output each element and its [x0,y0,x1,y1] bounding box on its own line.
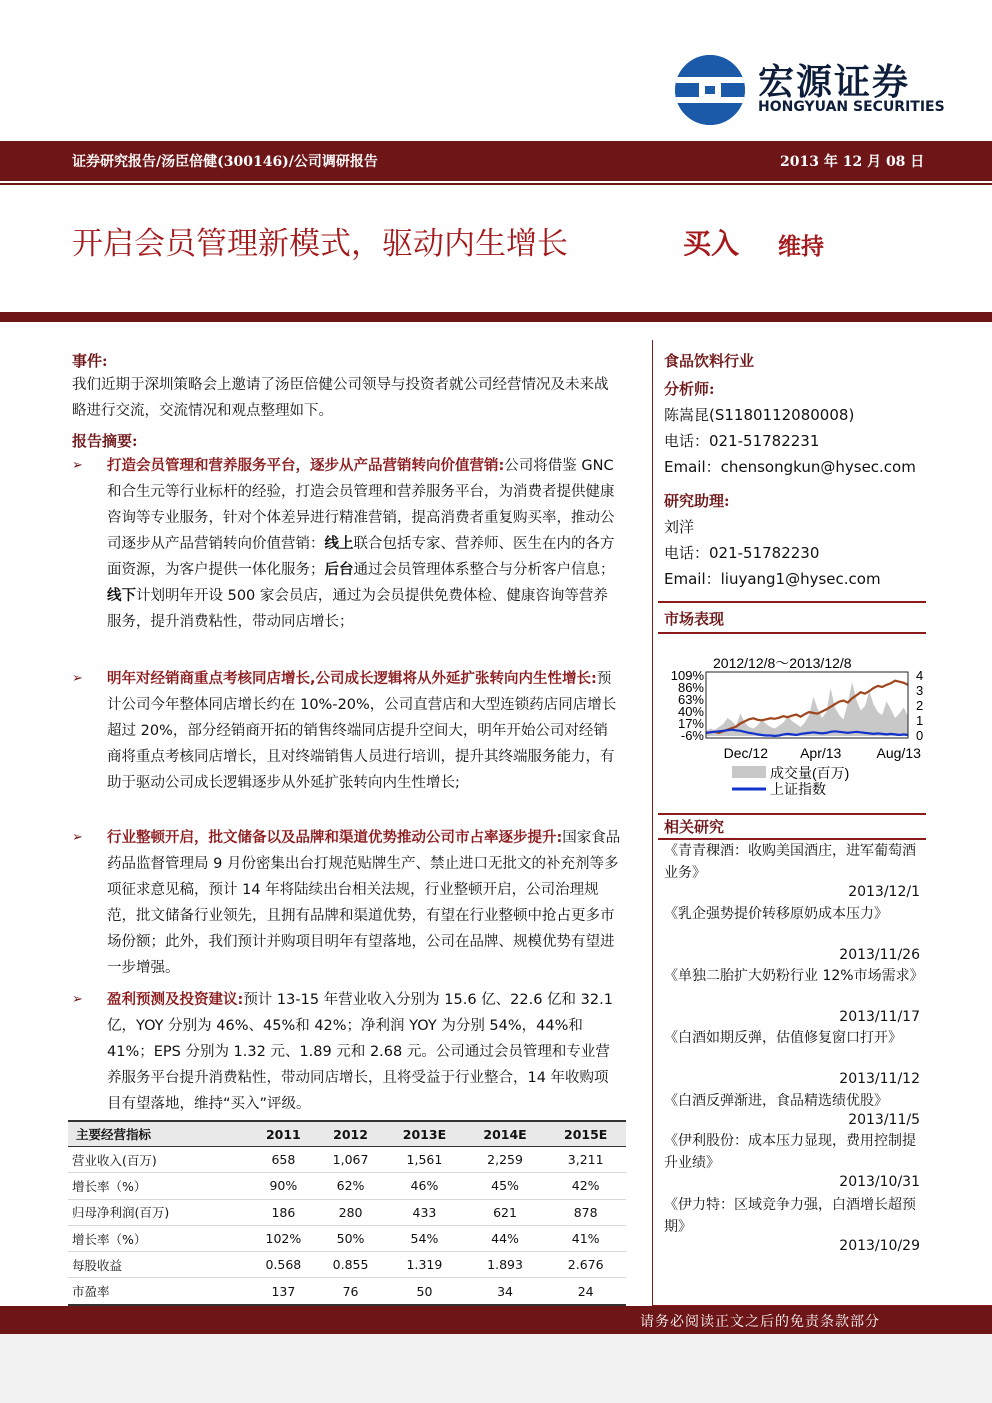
analyst-name: 陈嵩昆(S1180112080008) [664,406,855,424]
assistant-name: 刘洋 [664,518,695,536]
table-cell: 280 [317,1199,384,1225]
related-report-title[interactable]: 《伊力特：区域竞争力强，白酒增长超预期》 [664,1197,916,1235]
sidebar-border [652,340,653,1305]
summary-point-2-text: 预计公司今年整体同店增长约在 10%-20%，公司直营店和大型连锁药店同店增长超过 20%，部分经销商开拓的销售终端同店提升空间大，明年开始公司对经销商将重点考核同店增长，且对终端销售人员进行培训，提升其终端服务能力，有助于驱动公司成长逻辑逐步从外延扩张转向内生性增长; [107,671,617,791]
bullet-icon: ➢ [72,671,83,686]
table-cell: 621 [465,1199,546,1225]
table-cell: 76 [317,1278,384,1305]
related-report-date: 2013/11/5 [848,1112,920,1128]
table-row [68,1199,626,1225]
table-cell: 1,067 [317,1147,384,1173]
summary-point-3 [107,825,622,981]
disclaimer-notice[interactable]: 请务必阅读正文之后的免责条款部分 [640,1314,880,1330]
table-cell: 1.319 [384,1252,465,1278]
table-cell: 0.568 [250,1252,317,1278]
company-name-en: HONGYUAN SECURITIES [758,99,945,115]
divider [658,813,926,815]
analyst-email[interactable]: Email：chensongkun@hysec.com [664,458,916,476]
table-cell: 每股收益 [68,1252,250,1278]
keyword-online: 线上 [324,536,354,552]
table-cell: 658 [250,1147,317,1173]
related-report-title[interactable]: 《白酒反弹渐进，食品精选绩优股》 [664,1093,888,1109]
related-report-title[interactable]: 《乳企强势提价转移原奶成本压力》 [664,906,888,922]
footer-area [0,1334,992,1403]
divider [658,632,926,634]
market-performance-chart [656,652,936,802]
analyst-label: 分析师: [664,380,715,398]
table-header: 2011 [250,1121,317,1147]
rating: 买入 [683,227,740,260]
keyword-backend: 后台 [324,562,354,578]
summary-point-4-lead: 盈利预测及投资建议: [107,992,244,1008]
table-cell: 186 [250,1199,317,1225]
related-report-date: 2013/11/17 [839,1009,920,1025]
table-cell: 45% [465,1173,546,1199]
table-cell: 24 [545,1278,626,1305]
related-report-date: 2013/10/29 [839,1238,920,1254]
table-cell: 54% [384,1225,465,1251]
table-row [68,1147,626,1173]
table-header: 2013E [384,1121,465,1147]
table-cell: 0.855 [317,1252,384,1278]
table-cell: 归母净利润(百万) [68,1199,250,1225]
summary-point-4-text: 预计 13-15 年营业收入分别为 15.6 亿、22.6 亿和 32.1 亿，YOY 分别为 46%、45%和 42%；净利润 YOY 为分别 54%，44%和 41%；EPS 分别为 1.32 元、1.89 元和 2.68 元。公司通过会员管理和专业营养服务平台提升消费粘性，带动同店增长，且将受益于行业整合，14 年收购项目有望落地，维持“买入”评级。 [107,992,613,1112]
related-report-title[interactable]: 《白酒如期反弹，估值修复窗口打开》 [664,1030,902,1046]
y-tick-label-right: 0 [916,728,924,743]
table-header: 2015E [545,1121,626,1147]
table-row [68,1225,626,1251]
related-report-title[interactable]: 《伊利股份：成本压力显现，费用控制提升业绩》 [664,1133,916,1171]
y-tick-label-right: 2 [916,698,924,713]
related-report-title[interactable]: 《单独二胎扩大奶粉行业 12%市场需求》 [664,968,924,984]
related-report-date: 2013/12/1 [848,884,920,900]
volume-area [706,682,908,736]
table-header: 2014E [465,1121,546,1147]
table-cell: 增长率（%） [68,1225,250,1251]
table-cell: 102% [250,1225,317,1251]
summary-point-2 [107,666,622,796]
table-cell: 41% [545,1225,626,1251]
keyword-offline: 线下 [107,588,136,604]
financial-table [68,1120,626,1306]
assistant-phone: 电话：021-51782230 [664,544,820,562]
table-cell: 3,211 [545,1147,626,1173]
table-cell: 878 [545,1199,626,1225]
table-cell: 营业收入(百万) [68,1147,250,1173]
related-report-date: 2013/11/12 [839,1071,920,1087]
table-cell: 90% [250,1173,317,1199]
table-cell: 433 [384,1199,465,1225]
table-header: 主要经营指标 [68,1121,250,1147]
table-header-row [68,1121,626,1147]
x-tick-label: Dec/12 [723,745,769,761]
event-title: 事件: [72,352,108,370]
legend-label: 上证指数 [770,781,826,797]
bullet-icon: ➢ [72,830,83,845]
bullet-icon: ➢ [72,458,83,473]
divider [0,312,992,322]
table-cell: 1.893 [465,1252,546,1278]
related-report-title[interactable]: 《青青稞酒：收购美国酒庄，进军葡萄酒业务》 [664,843,916,881]
table-cell: 增长率（%） [68,1173,250,1199]
chart-title: 2012/12/8～2013/12/8 [713,655,852,671]
table-header: 2012 [317,1121,384,1147]
table-cell: 50% [317,1225,384,1251]
report-title: 开启会员管理新模式，驱动内生增长 [72,226,568,262]
summary-point-1-lead: 打造会员管理和营养服务平台，逐步从产品营销转向价值营销: [107,458,505,474]
table-row [68,1278,626,1305]
y-tick-label-right: 4 [916,668,924,683]
summary-point-1-text: 公司将借鉴 GNC 和合生元等行业标杆的经验，打造会员管理和营养服务平台，为消费者提供健康咨询等专业服务，针对个体差异进行精准营销，提高消费者重复购买率，推动公司逐步从产品营销转向价值营销： [107,458,615,552]
industry-label: 食品饮料行业 [664,352,755,370]
divider [658,601,926,603]
table-cell: 2,259 [465,1147,546,1173]
table-row [68,1252,626,1278]
summary-point-3-text: 国家食品药品监督管理局 9 月份密集出台打规范贴牌生产、禁止进口无批文的补充剂等多项征求意见稿，预计 14 年将陆续出台相关法规，行业整顿开启，公司治理规范，批文储备行业领先，且拥有品牌和渠道优势，有望在行业整顿中抢占更多市场份额；此外，我们预计并购项目明年有望落地，公司在品牌、规模优势有望进一步增强。 [107,830,621,976]
y-tick-label-left: 17% [677,716,704,731]
y-tick-label-left: 40% [677,704,704,719]
related-report-date: 2013/11/26 [839,947,920,963]
report-date: 2013 年 12 月 08 日 [780,154,925,170]
summary-point-1 [107,453,622,635]
chart-legend [732,765,849,797]
legend-label: 成交量(百万) [770,765,850,781]
legend-swatch-volume [732,766,766,778]
table-cell: 1,561 [384,1147,465,1173]
table-cell: 42% [545,1173,626,1199]
divider [0,183,992,185]
table-cell: 44% [465,1225,546,1251]
summary-point-2-lead: 明年对经销商重点考核同店增长,公司成长逻辑将从外延扩张转向内生性增长: [107,671,597,687]
table-row [68,1173,626,1199]
y-tick-label-left: 63% [677,692,704,707]
chart-plot-area [706,672,908,738]
summary-point-4 [107,987,622,1117]
summary-title: 报告摘要: [72,432,138,450]
table-cell: 46% [384,1173,465,1199]
bullet-icon: ➢ [72,992,83,1007]
y-tick-label-right: 3 [916,683,924,698]
summary-point-1-text: 计划明年开设 500 家会员店，通过为会员提供免费体检、健康咨询等营养服务，提升消费粘性，带动同店增长； [107,588,608,630]
x-tick-label: Apr/13 [800,745,842,761]
assistant-label: 研究助理: [664,492,730,510]
table-cell: 50 [384,1278,465,1305]
analyst-phone: 电话：021-51782231 [664,432,820,450]
event-text: 我们近期于深圳策略会上邀请了汤臣倍健公司领导与投资者就公司经营情况及未来战略进行交流，交流情况和观点整理如下。 [72,377,609,419]
x-tick-label: Aug/13 [876,745,921,761]
market-label: 市场表现 [664,610,725,628]
table-cell: 34 [465,1278,546,1305]
table-cell: 62% [317,1173,384,1199]
related-label: 相关研究 [664,818,725,836]
y-tick-label-left: 86% [677,680,704,695]
company-logo-icon [675,55,745,125]
y-tick-label-left: 109% [670,668,704,683]
y-tick-label-right: 1 [916,713,924,728]
report-meta: 证券研究报告/汤臣倍健(300146)/公司调研报告 [72,154,378,170]
table-cell: 137 [250,1278,317,1305]
rating-change: 维持 [778,234,824,260]
related-report-date: 2013/10/31 [839,1174,920,1190]
summary-point-1-text: 联合包括专家、营养师、医生在内的各方面资源，为客户提供一体化服务； [107,536,615,578]
table-cell: 2.676 [545,1252,626,1278]
company-name-cn: 宏源证券 [758,62,911,103]
summary-point-3-lead: 行业整顿开启，批文储备以及品牌和渠道优势推动公司市占率逐步提升: [107,830,563,846]
assistant-email[interactable]: Email：liuyang1@hysec.com [664,570,881,588]
summary-point-1-text: 通过会员管理体系整合与分析客户信息； [353,562,615,578]
y-tick-label-left: -6% [680,728,704,743]
table-cell: 市盈率 [68,1278,250,1305]
